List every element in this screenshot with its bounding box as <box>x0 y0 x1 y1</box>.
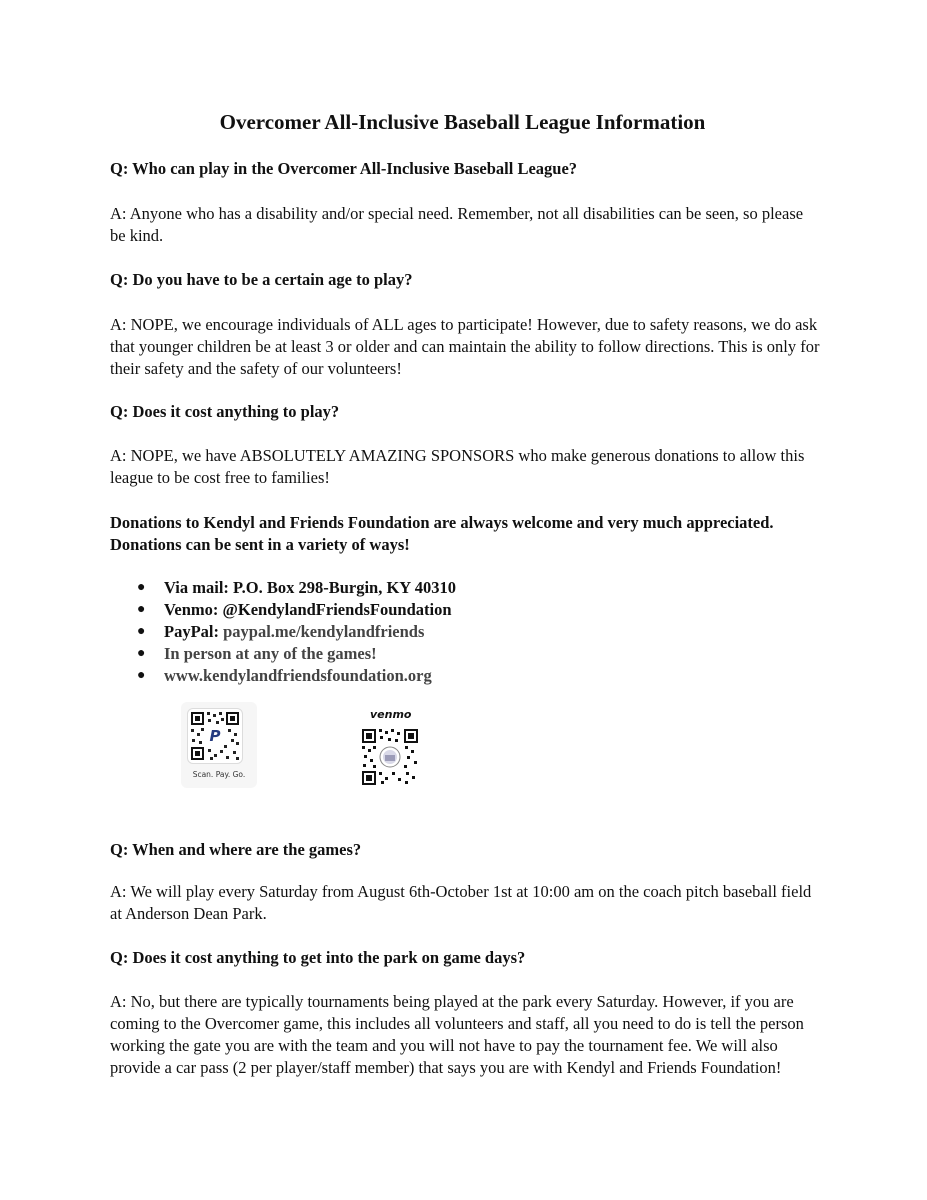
method-label: PayPal: <box>164 622 224 641</box>
method-label: In person at any of the games! <box>164 644 377 663</box>
donation-method-mail <box>110 577 456 599</box>
faq-answer-1: A: Anyone who has a disability and/or special need. Remember, not all disabilities can be seen, so please be kind. <box>110 204 804 245</box>
paypal-qr-code <box>187 708 243 764</box>
qr-code-icon <box>361 728 419 786</box>
donation-methods-list <box>110 577 456 687</box>
bullet-icon: ● <box>137 668 146 683</box>
faq-question-1: Q: Who can play in the Overcomer All-Inclusive Baseball League? <box>110 159 578 178</box>
donations-line-2: Donations can be sent in a variety of ways! <box>110 535 410 554</box>
faq-question-4: Q: When and where are the games? <box>110 840 362 859</box>
donations-line-1: Donations to Kendyl and Friends Foundation are always welcome and very much appreciated. <box>110 513 774 532</box>
page-title: Overcomer All-Inclusive Baseball League Information <box>219 110 706 134</box>
faq-question-3: Q: Does it cost anything to play? <box>110 402 340 421</box>
donation-method-venmo <box>110 599 456 621</box>
faq-question-5: Q: Does it cost anything to get into the park on game days? <box>110 948 526 967</box>
venmo-qr-code <box>361 728 419 791</box>
faq-answer-4: A: We will play every Saturday from August 6th-October 1st at 10:00 am on the coach pitch baseball field at Anderson Dean Park. <box>110 882 812 923</box>
bullet-icon: ● <box>137 580 146 595</box>
faq-question-2: Q: Do you have to be a certain age to play? <box>110 270 413 289</box>
donation-method-paypal <box>110 621 456 643</box>
paypal-caption: Scan. Pay. Go. <box>192 770 246 779</box>
paypal-link[interactable]: paypal.me/kendylandfriends <box>223 622 425 641</box>
qr-code-icon <box>188 709 242 763</box>
method-label: Venmo: @KendylandFriendsFoundation <box>164 600 452 619</box>
svg-text:P: P <box>209 727 221 745</box>
donation-method-website <box>110 665 456 687</box>
faq-answer-2: A: NOPE, we encourage individuals of ALL ages to participate! However, due to safety reasons, we do ask that younger children be at least 3 or older and can maintain the ability to follow directions. This is only for their safety and the safety of our volunteers! <box>110 315 820 378</box>
faq-answer-3: A: NOPE, we have ABSOLUTELY AMAZING SPONSORS who make generous donations to allow this league to be cost free to families! <box>110 446 805 487</box>
donation-method-in-person <box>110 643 456 665</box>
paypal-qr-card <box>181 702 257 788</box>
bullet-icon: ● <box>137 624 146 639</box>
bullet-icon: ● <box>137 646 146 661</box>
method-label: Via mail: P.O. Box 298-Burgin, KY 40310 <box>164 578 456 597</box>
faq-answer-5: A: No, but there are typically tournaments being played at the park every Saturday. However, if you are coming to the Overcomer game, this includes all volunteers and staff, all you need to do is tell the person working the gate you are with the team and you will not have to pay the tournament fee. We will also provide a car pass (2 per player/staff member) that says you are with Kendyl and Friends Foundation! <box>110 992 804 1077</box>
donations-note <box>110 512 774 556</box>
bullet-icon: ● <box>137 602 146 617</box>
website-link[interactable]: www.kendylandfriendsfoundation.org <box>164 666 432 685</box>
venmo-logo: venmo <box>370 708 412 721</box>
